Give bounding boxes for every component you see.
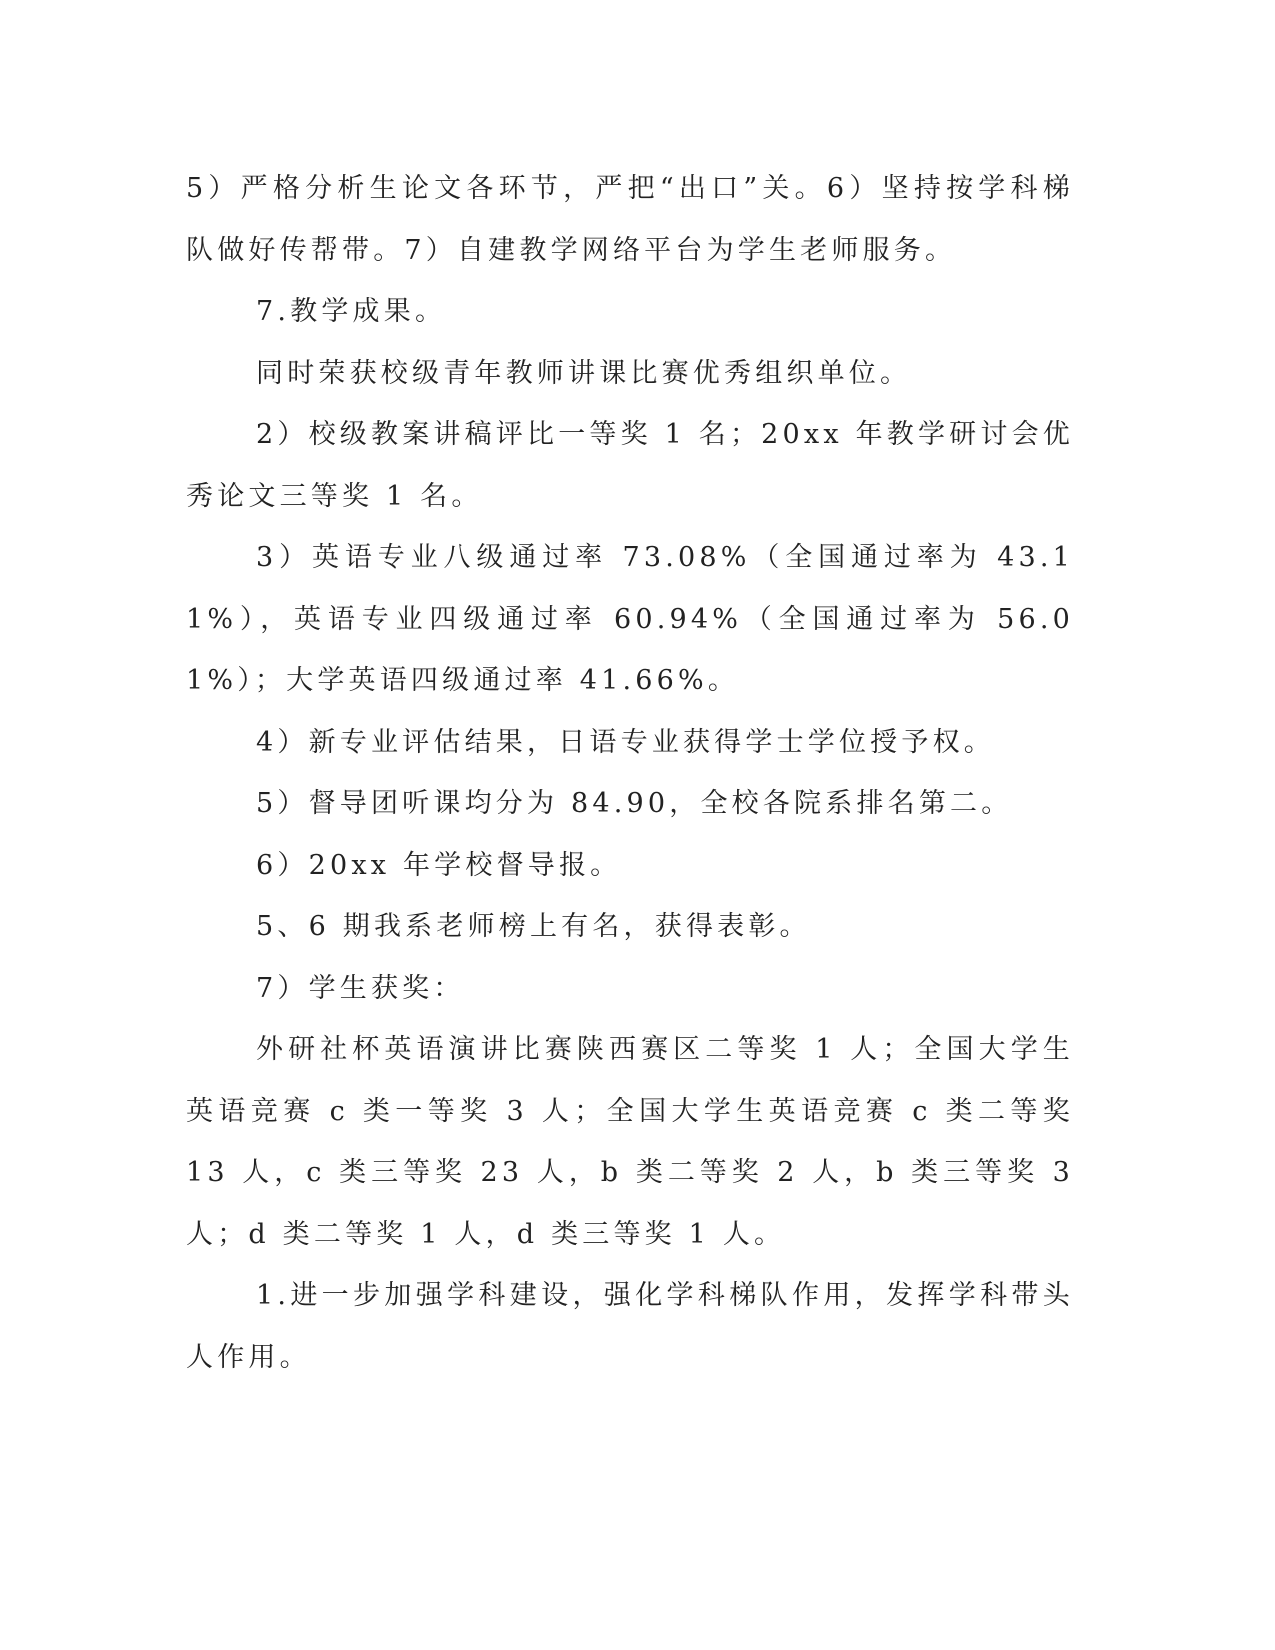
paragraph-discipline-building: 1.进一步加强学科建设，强化学科梯队作用，发挥学科带头人作用。 [186,1280,1074,1373]
heading-student-awards: 7）学生获奖： [256,972,465,1004]
paragraph-organization-award: 同时荣获校级青年教师讲课比赛优秀组织单位。 [256,357,912,389]
paragraph-supervision-score: 5）督导团听课均分为 84.90，全校各院系排名第二。 [256,788,1013,819]
paragraph-supervision-report: 6）20xx 年学校督导报。 [256,849,622,881]
document-body [186,158,1074,1388]
paragraph-student-awards-list: 外研社杯英语演讲比赛陕西赛区二等奖 1 人；全国大学生英语竞赛 c 类一等奖 3 人；全国大学生英语竞赛 c 类二等奖 13 人，c 类三等奖 23 人，b 类二等奖 2 人，b 类三等奖 3 人；d 类二等奖 1 人，d 类三等奖 1 人。 [186,1034,1074,1250]
paragraph-major-evaluation: 4）新专业评估结果，日语专业获得学士学位授予权。 [256,726,995,758]
paragraph-lesson-plan-award: 2）校级教案讲稿评比一等奖 1 名；20xx 年教学研讨会优秀论文三等奖 1 名。 [186,419,1074,512]
heading-teaching-results: 7.教学成果。 [256,296,447,327]
paragraph-teacher-commendation: 5、6 期我系老师榜上有名，获得表彰。 [256,911,811,942]
paragraph-thesis-measures: 5）严格分析生论文各环节，严把“出口”关。6）坚持按学科梯队做好传帮带。7）自建教学网络平台为学生老师服务。 [186,173,1074,266]
paragraph-exam-pass-rates: 3）英语专业八级通过率 73.08%（全国通过率为 43.11%），英语专业四级通过率 60.94%（全国通过率为 56.01%）；大学英语四级通过率 41.66%。 [186,542,1074,696]
